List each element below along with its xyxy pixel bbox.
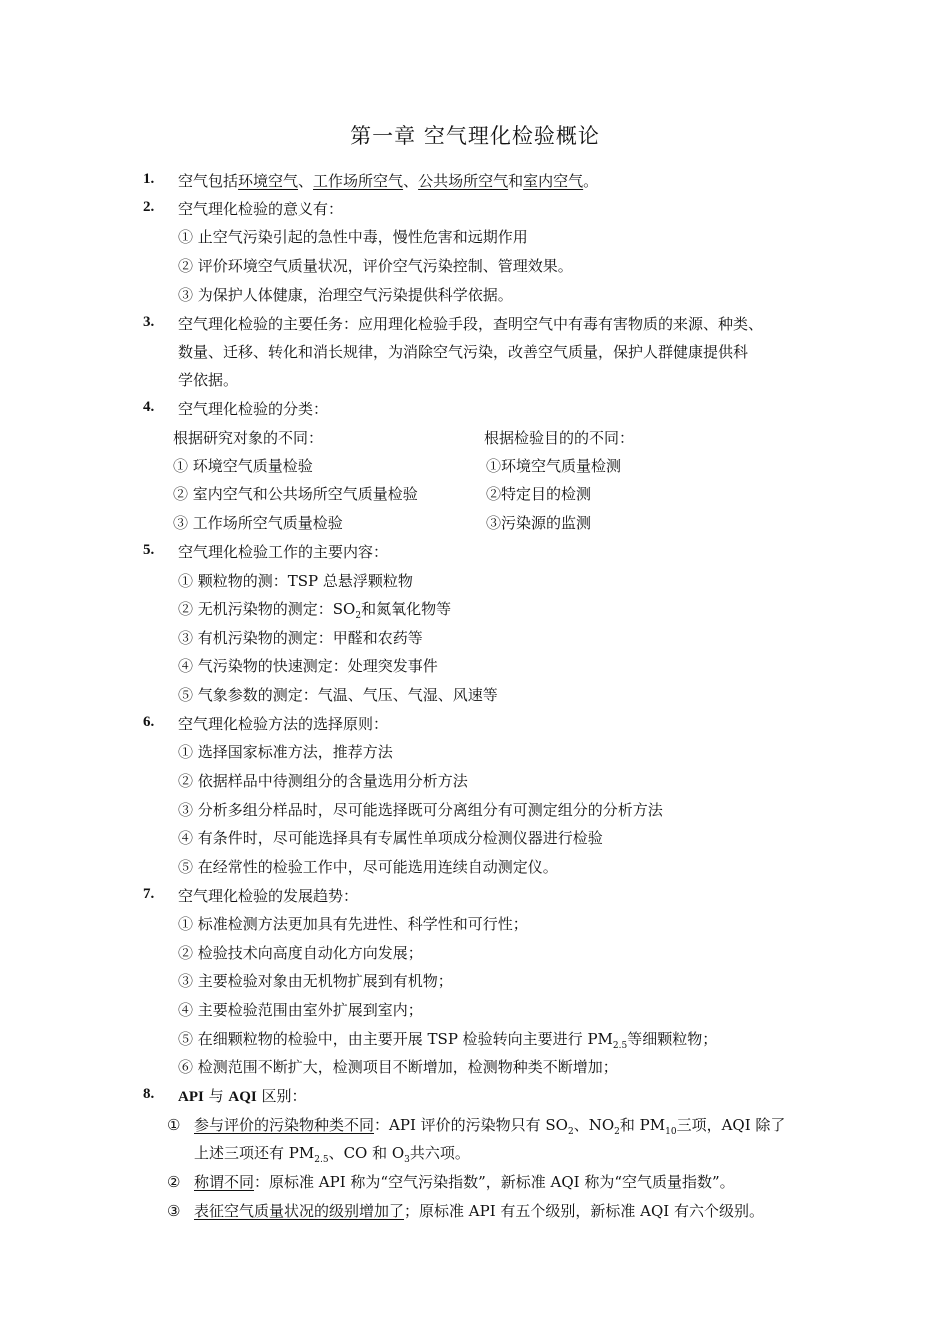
list-item — [194, 1201, 764, 1221]
subscript: 2.5 — [314, 1155, 329, 1165]
list-marker: ② — [167, 1173, 181, 1191]
underlined-term: 表征空气质量状况的级别增加了 — [194, 1202, 405, 1220]
text-fragment: 共六项。 — [409, 1144, 470, 1162]
right-column-heading: 根据检验目的的不同： — [484, 429, 635, 447]
separator: 、 — [403, 172, 419, 190]
section-8-heading — [178, 1086, 307, 1107]
separator: 。 — [583, 172, 599, 190]
list-item-continuation — [194, 1143, 470, 1163]
list-item: ③ 主要检验对象由无机物扩展到有机物； — [178, 972, 453, 990]
text-fragment: ；原标准 API 有五个级别，新标准 AQI 有六个级别。 — [404, 1202, 764, 1220]
list-item: ⑥ 检测范围不断扩大，检测项目不断增加，检测物种类不断增加； — [178, 1058, 618, 1076]
section-8-number: 8. — [143, 1086, 155, 1102]
list-item: ③污染源的监测 — [486, 514, 592, 532]
list-item: ⑤ 在经常性的检验工作中，尽可能选用连续自动测定仪。 — [178, 858, 558, 876]
separator: 和 — [508, 172, 524, 190]
list-item: ① 标准检测方法更加具有先进性、科学性和可行性； — [178, 915, 528, 933]
text-fragment: 三项，AQI 除了 — [676, 1116, 786, 1134]
section-2-number: 2. — [143, 199, 155, 215]
section-3-number: 3. — [143, 314, 155, 330]
text-fragment: 等细颗粒物； — [627, 1030, 718, 1048]
chapter-title: 第一章 空气理化检验概论 — [350, 124, 600, 148]
paragraph-line: 空气理化检验的主要任务：应用理化检验手段，查明空气中有毒有害物质的来源、种类、 — [178, 315, 764, 333]
section-7-heading: 空气理化检验的发展趋势： — [178, 887, 359, 905]
subscript: 2 — [567, 1127, 574, 1137]
underlined-term: 工作场所空气 — [313, 172, 404, 190]
section-4-number: 4. — [143, 399, 155, 415]
list-item: ②特定目的检测 — [486, 485, 592, 503]
list-item: ② 室内空气和公共场所空气质量检验 — [173, 485, 418, 503]
list-item: ① 颗粒物的测：TSP 总悬浮颗粒物 — [178, 572, 413, 590]
text-fragment: 与 — [203, 1087, 229, 1105]
list-item — [178, 599, 451, 619]
list-item: ① 止空气污染引起的急性中毒，慢性危害和远期作用 — [178, 228, 528, 246]
text-fragment: 空气包括 — [178, 172, 239, 190]
list-item: ④ 有条件时，尽可能选择具有专属性单项成分检测仪器进行检验 — [178, 829, 603, 847]
text-fragment: 和 PM — [619, 1116, 666, 1134]
section-5-number: 5. — [143, 542, 155, 558]
list-item: ①环境空气质量检测 — [486, 457, 622, 475]
underlined-term: 称谓不同 — [194, 1173, 255, 1191]
section-7-number: 7. — [143, 886, 155, 902]
text-fragment: 、NO — [573, 1116, 615, 1134]
list-marker: ③ — [167, 1202, 181, 1220]
text-fragment: ：原标准 API 称为“空气污染指数”，新标准 AQI 称为“空气质量指数”。 — [254, 1173, 735, 1191]
subscript: 2 — [614, 1127, 620, 1137]
section-6-number: 6. — [143, 714, 155, 730]
section-6-heading: 空气理化检验方法的选择原则： — [178, 715, 389, 733]
section-2-heading: 空气理化检验的意义有： — [178, 200, 344, 218]
list-item: ② 依据样品中待测组分的含量选用分析方法 — [178, 772, 468, 790]
list-item: ② 评价环境空气质量状况，评价空气污染控制、管理效果。 — [178, 257, 573, 275]
subscript: 2 — [355, 611, 362, 621]
list-item — [178, 1029, 717, 1049]
list-item: ② 检验技术向高度自动化方向发展； — [178, 944, 423, 962]
term-aqi: AQI — [228, 1089, 257, 1105]
paragraph-line: 学依据。 — [178, 371, 239, 389]
list-item: ① 环境空气质量检验 — [173, 457, 313, 475]
subscript: 3 — [404, 1155, 410, 1165]
term-api: API — [178, 1089, 204, 1105]
text-fragment: ② 无机污染物的测定：SO — [178, 600, 356, 618]
list-item — [194, 1115, 785, 1135]
left-column-heading: 根据研究对象的不同： — [173, 429, 324, 447]
list-item: ① 选择国家标准方法，推荐方法 — [178, 743, 393, 761]
underlined-term: 公共场所空气 — [418, 172, 509, 190]
text-fragment: 区别： — [256, 1087, 307, 1105]
section-1-text — [178, 171, 598, 191]
list-item: ③ 有机污染物的测定：甲醛和农药等 — [178, 629, 423, 647]
separator: 、 — [298, 172, 314, 190]
list-item: ③ 为保护人体健康，治理空气污染提供科学依据。 — [178, 286, 513, 304]
underlined-term: 环境空气 — [238, 172, 299, 190]
list-item: ④ 气污染物的快速测定：处理突发事件 — [178, 657, 438, 675]
section-5-heading: 空气理化检验工作的主要内容： — [178, 543, 389, 561]
subscript: 2.5 — [612, 1041, 628, 1051]
text-fragment: 上述三项还有 PM — [194, 1144, 315, 1162]
list-item: ④ 主要检验范围由室外扩展到室内； — [178, 1001, 423, 1019]
list-item: ③ 工作场所空气质量检验 — [173, 514, 343, 532]
paragraph-line: 数量、迁移、转化和消长规律，为消除空气污染，改善空气质量，保护人群健康提供科 — [178, 343, 749, 361]
subscript: 10 — [665, 1127, 677, 1137]
underlined-term: 参与评价的污染物种类不同 — [194, 1116, 375, 1134]
list-marker: ① — [167, 1116, 181, 1134]
underlined-term: 室内空气 — [523, 172, 584, 190]
list-item: ⑤ 气象参数的测定：气温、气压、气湿、风速等 — [178, 686, 498, 704]
section-1-number: 1. — [143, 171, 155, 187]
list-item — [194, 1172, 735, 1192]
list-item: ③ 分析多组分样品时，尽可能选择既可分离组分有可测定组分的分析方法 — [178, 801, 663, 819]
text-fragment: ⑤ 在细颗粒物的检验中，由主要开展 TSP 检验转向主要进行 PM — [178, 1030, 613, 1048]
text-fragment: 、CO 和 O — [328, 1144, 405, 1162]
section-4-heading: 空气理化检验的分类： — [178, 400, 329, 418]
text-fragment: ：API 评价的污染物只有 SO — [374, 1116, 568, 1134]
text-fragment: 和氮氧化物等 — [361, 600, 452, 618]
